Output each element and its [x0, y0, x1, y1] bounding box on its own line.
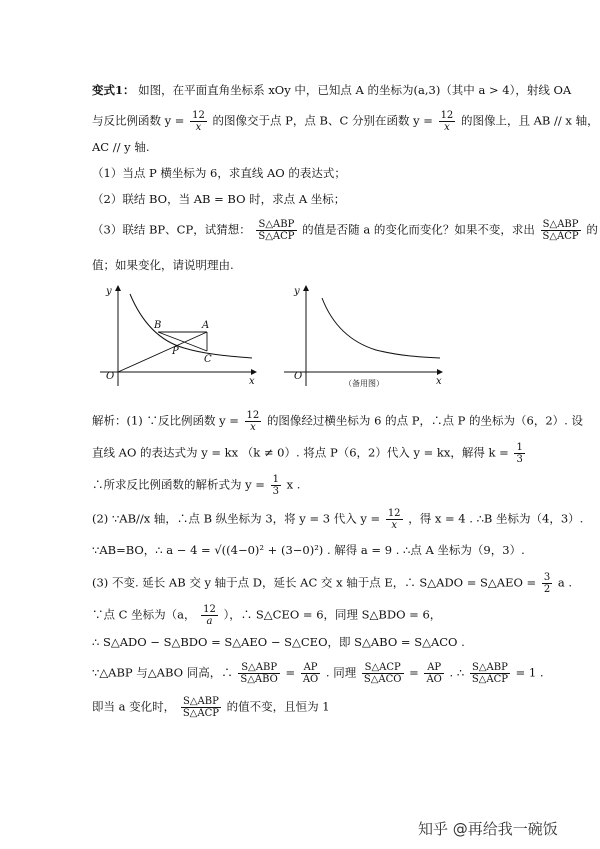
question-2: （2）联结 BO，当 AB = BO 时，求点 A 坐标；	[92, 192, 346, 206]
question-3-text-b: 的值是否随 a 的变化而变化？如果不变，求出	[302, 222, 535, 237]
zhihu-watermark: 知乎 @再给我一碗饭	[418, 820, 558, 838]
question-3-text-c: 的	[586, 222, 598, 237]
main-figure	[96, 280, 266, 390]
label-o: O	[106, 371, 115, 382]
label-b: B	[154, 320, 162, 331]
solution-text-4b: ，得 x = 4 . ∴B 坐标为（4，3）.	[408, 511, 584, 526]
solution-line-1	[92, 410, 583, 433]
ratio-abp-abo: $\frac{\text{S△ABP}}{\text{S△ABO}}$	[240, 662, 278, 685]
label-x: x	[249, 376, 255, 387]
solution-text-7b: ），∴ S△CEO = 6，同理 S△BDO = 6，	[223, 607, 442, 622]
solution-text-6a: (3) 不变. 延长 AB 交 y 轴于点 D，延长 AC 交 x 轴于点 E，∴ S△ADO = S△AEO =	[92, 575, 537, 590]
solution-line-8: ∴ S△ADO − S△BDO = S△AEO − S△CEO，即 S△ABO = S△ACO .	[92, 635, 465, 649]
solution-text-1b: 的图像经过横坐标为 6 的点 P，∴点 P 的坐标为（6，2）. 设	[266, 413, 583, 428]
final-ratio: $\frac{\text{S△ABP}}{\text{S△ACP}}$	[182, 696, 219, 719]
question-3	[92, 219, 598, 242]
problem-text-1: 如图，在平面直角坐标系 xOy 中，已知点 A 的坐标为(a,3)（其中 a > 4），射线 OA	[138, 83, 572, 97]
solution-text-9c: . ∴	[449, 665, 465, 680]
problem-line-2	[92, 110, 599, 133]
problem-line-3: AC // y 轴.	[92, 140, 150, 154]
fraction-12-over-a: $\frac{12}{a}$	[203, 604, 216, 627]
problem-text-2b: 的图像交于点 P，点 B、C 分别在函数 y =	[212, 113, 433, 128]
question-1: （1）当点 P 横坐标为 6，求直线 AO 的表达式；	[92, 166, 346, 180]
label-y-2: y	[294, 286, 300, 297]
label-c: C	[204, 354, 212, 365]
equals-sign-2: =	[409, 665, 419, 680]
solution-text-4a: (2) ∵AB//x 轴，∴点 B 纵坐标为 3，将 y = 3 代入 y =	[92, 511, 381, 526]
question-3-text-a: （3）联结 BP、CP，试猜想：	[92, 222, 251, 237]
fraction-one-third-2: $\frac{1}{3}$	[272, 474, 279, 497]
label-p: P	[172, 346, 179, 357]
fraction-one-third: $\frac{1}{3}$	[516, 442, 523, 465]
ratio-ap-ao: $\frac{AP}{AO}$	[302, 662, 319, 685]
fraction-three-halves: $\frac{3}{2}$	[543, 572, 551, 595]
ratio-fraction: $\frac{\text{S△ABP}}{\text{S△ACP}}$	[258, 219, 295, 242]
solution-text-3b: x .	[286, 477, 301, 492]
solution-text-1a: 解析：(1) ∵反比例函数 y =	[92, 413, 239, 428]
label-x-2: x	[436, 376, 442, 387]
solution-line-3	[92, 474, 300, 497]
solution-text-9b: . 同理	[325, 665, 357, 680]
problem-text-2a: 与反比例函数 y =	[92, 113, 185, 128]
equals-sign: =	[285, 665, 296, 680]
solution-line-9	[92, 662, 544, 685]
label-o-2: O	[294, 371, 303, 382]
solution-line-2	[92, 442, 527, 465]
problem-heading: 变式1：	[92, 83, 135, 97]
solution-line-5: ∵AB=BO，∴ a − 4 = √((4−0)² + (3−0)²) . 解得 a = 9 . ∴点 A 坐标为（9，3）.	[92, 543, 525, 557]
solution-text-9a: ∵△ABP 与△ABO 同高，∴	[92, 665, 233, 680]
solution-line-4	[92, 508, 583, 531]
ratio-acp-aco: $\frac{\text{S△ACP}}{\text{S△ACO}}$	[363, 662, 402, 685]
backup-figure	[280, 280, 450, 396]
question-3-continued: 值；如果变化，请说明理由.	[92, 258, 234, 272]
solution-text-2a: 直线 AO 的表达式为 y = kx （k ≠ 0）. 将点 P（6，2）代入 y = kx，解得 k =	[92, 445, 509, 460]
solution-text-10a: 即当 a 变化时，	[92, 699, 176, 714]
ratio-fraction-2: $\frac{\text{S△ABP}}{\text{S△ACP}}$	[542, 219, 579, 242]
solution-text-6b: a .	[557, 575, 573, 590]
hyperbola-curve	[130, 294, 252, 358]
solution-text-3a: ∴所求反比例函数的解析式为 y =	[92, 477, 265, 492]
fraction-12-over-x-4: $\frac{12}{x}$	[387, 508, 401, 531]
segment-cp	[179, 340, 207, 351]
solution-text-7a: ∵点 C 坐标为（a，	[92, 607, 196, 622]
label-y: y	[106, 286, 112, 297]
label-a: A	[202, 320, 210, 331]
ratio-abp-acp: $\frac{\text{S△ABP}}{\text{S△ACP}}$	[471, 662, 508, 685]
segment-bp	[158, 332, 179, 340]
solution-line-10	[92, 696, 330, 719]
problem-text-2c: 的图像上，且 AB // x 轴，	[460, 113, 599, 128]
solution-text-9d: = 1 .	[515, 665, 544, 680]
hyperbola-curve-2	[322, 298, 440, 358]
figure-caption: （备用图）	[344, 379, 384, 388]
solution-line-7	[92, 604, 441, 627]
solution-text-10b: 的值不变，且恒为 1	[226, 699, 330, 714]
solution-line-6	[92, 572, 572, 595]
fraction-12-over-x-3: $\frac{12}{x}$	[246, 410, 260, 433]
ratio-ap-ao-2: $\frac{AP}{AO}$	[426, 662, 442, 685]
fraction-12-over-x: $\frac{12}{x}$	[192, 110, 205, 133]
fraction-12-over-x-2: $\frac{12}{x}$	[440, 110, 454, 133]
problem-line-1	[92, 82, 571, 98]
